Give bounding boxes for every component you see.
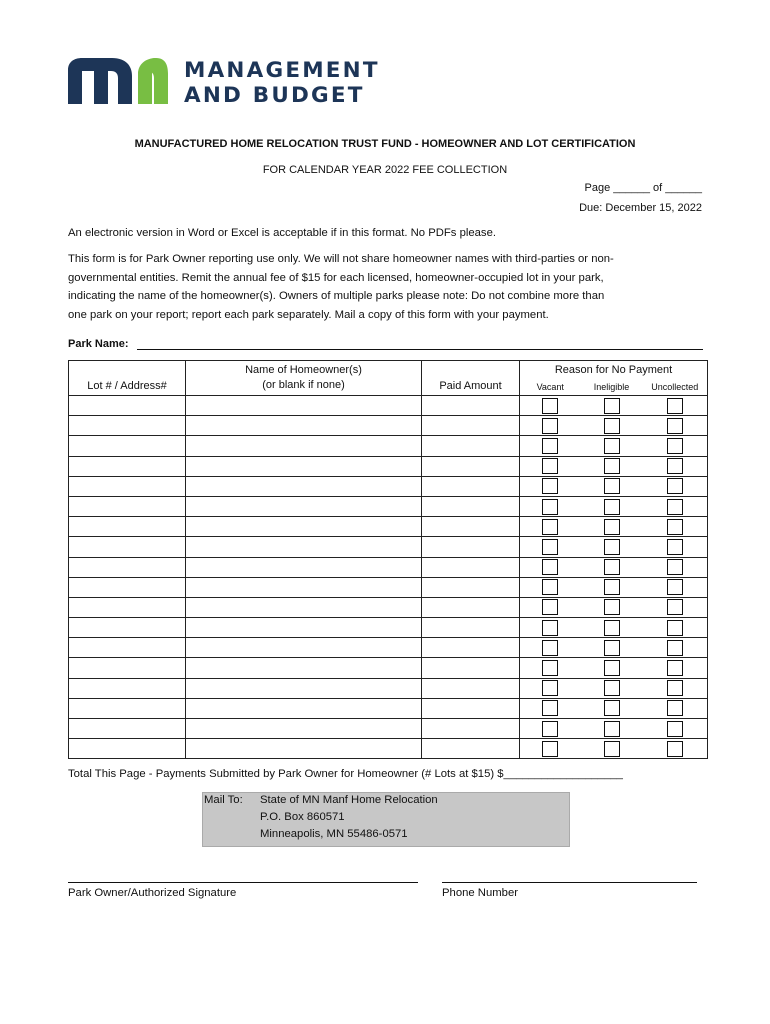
reason-cell [520, 577, 581, 597]
homeowner-name-cell[interactable] [186, 476, 422, 496]
paid-amount-cell[interactable] [422, 658, 520, 678]
logo-wordmark [184, 58, 380, 108]
table-row [69, 416, 708, 436]
lot-address-cell[interactable] [69, 577, 186, 597]
ineligible-checkbox[interactable] [604, 700, 620, 716]
paid-amount-cell[interactable] [422, 719, 520, 739]
col-header-lot: Lot # / Address# [69, 361, 186, 396]
lot-address-cell[interactable] [69, 557, 186, 577]
ineligible-checkbox[interactable] [604, 660, 620, 676]
paid-amount-cell[interactable] [422, 537, 520, 557]
homeowner-name-cell[interactable] [186, 496, 422, 516]
uncollected-checkbox[interactable] [667, 478, 683, 494]
mail-address-line-1: State of MN Manf Home Relocation [260, 794, 438, 806]
paid-amount-cell[interactable] [422, 416, 520, 436]
ineligible-checkbox[interactable] [604, 458, 620, 474]
vacant-checkbox[interactable] [542, 721, 558, 737]
homeowner-name-cell[interactable] [186, 416, 422, 436]
table-row [69, 557, 708, 577]
reason-cell [581, 496, 643, 516]
reason-cell [643, 517, 708, 537]
lot-address-cell[interactable] [69, 416, 186, 436]
reason-cell [520, 739, 581, 759]
table-row [69, 698, 708, 718]
col-header-uncollected: Uncollected [643, 379, 708, 396]
uncollected-checkbox[interactable] [667, 499, 683, 515]
signature-label: Park Owner/Authorized Signature [68, 887, 237, 899]
uncollected-checkbox[interactable] [667, 519, 683, 535]
lot-address-cell[interactable] [69, 719, 186, 739]
uncollected-checkbox[interactable] [667, 640, 683, 656]
paid-amount-cell[interactable] [422, 597, 520, 617]
lot-certification-table [68, 360, 708, 759]
lot-address-cell[interactable] [69, 456, 186, 476]
instructions-line: This form is for Park Owner reporting use only. We will not share homeowner names with third-parties or non- [68, 253, 614, 265]
reason-cell [581, 416, 643, 436]
vacant-checkbox[interactable] [542, 438, 558, 454]
reason-cell [520, 597, 581, 617]
ineligible-checkbox[interactable] [604, 418, 620, 434]
reason-cell [520, 638, 581, 658]
lot-address-cell[interactable] [69, 517, 186, 537]
ineligible-checkbox[interactable] [604, 398, 620, 414]
reason-cell [581, 456, 643, 476]
table-row [69, 517, 708, 537]
paid-amount-cell[interactable] [422, 638, 520, 658]
ineligible-checkbox[interactable] [604, 519, 620, 535]
reason-cell [643, 678, 708, 698]
table-row [69, 678, 708, 698]
homeowner-name-cell[interactable] [186, 698, 422, 718]
vacant-checkbox[interactable] [542, 559, 558, 575]
reason-cell [643, 618, 708, 638]
table-row [69, 577, 708, 597]
logo-line-1: MANAGEMENT [184, 58, 380, 83]
instructions-line: one park on your report; report each park separately. Mail a copy of this form with your payment. [68, 308, 549, 321]
reason-cell [581, 436, 643, 456]
reason-cell [581, 537, 643, 557]
vacant-checkbox[interactable] [542, 700, 558, 716]
paid-amount-cell[interactable] [422, 698, 520, 718]
homeowner-name-cell[interactable] [186, 638, 422, 658]
uncollected-checkbox[interactable] [667, 418, 683, 434]
col-header-vacant: Vacant [520, 379, 581, 396]
reason-cell [643, 739, 708, 759]
col-header-reason: Reason for No Payment [520, 361, 708, 379]
phone-number-field[interactable] [442, 882, 697, 883]
ineligible-checkbox[interactable] [604, 559, 620, 575]
vacant-checkbox[interactable] [542, 418, 558, 434]
uncollected-checkbox[interactable] [667, 398, 683, 414]
lot-address-cell[interactable] [69, 476, 186, 496]
homeowner-name-cell[interactable] [186, 658, 422, 678]
reason-cell [581, 517, 643, 537]
homeowner-name-cell[interactable] [186, 719, 422, 739]
vacant-checkbox[interactable] [542, 458, 558, 474]
homeowner-name-cell[interactable] [186, 577, 422, 597]
uncollected-checkbox[interactable] [667, 741, 683, 757]
homeowner-name-cell[interactable] [186, 678, 422, 698]
reason-cell [581, 557, 643, 577]
reason-cell [643, 416, 708, 436]
reason-cell [520, 658, 581, 678]
vacant-checkbox[interactable] [542, 640, 558, 656]
uncollected-checkbox[interactable] [667, 579, 683, 595]
reason-cell [581, 476, 643, 496]
uncollected-checkbox[interactable] [667, 458, 683, 474]
table-row [69, 719, 708, 739]
homeowner-name-cell[interactable] [186, 618, 422, 638]
paid-amount-cell[interactable] [422, 517, 520, 537]
lot-address-cell[interactable] [69, 698, 186, 718]
reason-cell [643, 638, 708, 658]
reason-cell [581, 698, 643, 718]
due-date: Due: December 15, 2022 [579, 202, 702, 214]
paid-amount-cell[interactable] [422, 577, 520, 597]
table-row [69, 496, 708, 516]
ineligible-checkbox[interactable] [604, 438, 620, 454]
park-name-label: Park Name: [68, 338, 129, 350]
uncollected-checkbox[interactable] [667, 660, 683, 676]
lot-address-cell[interactable] [69, 436, 186, 456]
reason-cell [520, 436, 581, 456]
reason-cell [643, 557, 708, 577]
homeowner-name-cell[interactable] [186, 456, 422, 476]
ineligible-checkbox[interactable] [604, 539, 620, 555]
reason-cell [581, 396, 643, 416]
paid-amount-cell[interactable] [422, 456, 520, 476]
form-title: MANUFACTURED HOME RELOCATION TRUST FUND - HOMEOWNER AND LOT CERTIFICATION [134, 138, 636, 150]
col-header-homeowner [186, 361, 422, 396]
ineligible-checkbox[interactable] [604, 579, 620, 595]
vacant-checkbox[interactable] [542, 620, 558, 636]
reason-cell [520, 557, 581, 577]
paid-amount-cell[interactable] [422, 557, 520, 577]
homeowner-name-cell[interactable] [186, 396, 422, 416]
phone-number-label: Phone Number [442, 887, 518, 899]
uncollected-checkbox[interactable] [667, 599, 683, 615]
homeowner-name-cell[interactable] [186, 739, 422, 759]
ineligible-checkbox[interactable] [604, 680, 620, 696]
paid-amount-cell[interactable] [422, 476, 520, 496]
total-this-page[interactable]: Total This Page - Payments Submitted by Park Owner for Homeowner (# Lots at $15) $___________________ [68, 768, 623, 780]
instructions-paragraph [68, 250, 703, 324]
ineligible-checkbox[interactable] [604, 640, 620, 656]
format-note: An electronic version in Word or Excel is acceptable if in this format. No PDFs please. [68, 227, 496, 239]
reason-cell [643, 496, 708, 516]
table-row [69, 537, 708, 557]
vacant-checkbox[interactable] [542, 398, 558, 414]
reason-cell [520, 719, 581, 739]
col-header-homeowner-line2: (or blank if none) [262, 379, 345, 391]
paid-amount-cell[interactable] [422, 678, 520, 698]
paid-amount-cell[interactable] [422, 396, 520, 416]
reason-cell [581, 719, 643, 739]
mail-address-line-3: Minneapolis, MN 55486-0571 [260, 828, 408, 840]
reason-cell [643, 698, 708, 718]
ineligible-checkbox[interactable] [604, 478, 620, 494]
reason-cell [643, 396, 708, 416]
paid-amount-cell[interactable] [422, 618, 520, 638]
lot-address-cell[interactable] [69, 739, 186, 759]
reason-cell [643, 537, 708, 557]
table-row [69, 618, 708, 638]
reason-cell [581, 658, 643, 678]
lot-address-cell[interactable] [69, 678, 186, 698]
reason-cell [643, 658, 708, 678]
paid-amount-cell[interactable] [422, 496, 520, 516]
reason-cell [520, 456, 581, 476]
col-header-homeowner-line1: Name of Homeowner(s) [245, 364, 362, 376]
lot-address-cell[interactable] [69, 618, 186, 638]
form-subtitle: FOR CALENDAR YEAR 2022 FEE COLLECTION [262, 164, 508, 176]
homeowner-name-cell[interactable] [186, 537, 422, 557]
homeowner-name-cell[interactable] [186, 517, 422, 537]
reason-cell [643, 577, 708, 597]
page-number-field[interactable]: Page ______ of ______ [584, 182, 702, 194]
table-row [69, 436, 708, 456]
park-name-field[interactable] [137, 349, 703, 350]
vacant-checkbox[interactable] [542, 680, 558, 696]
homeowner-name-cell[interactable] [186, 436, 422, 456]
reason-cell [581, 577, 643, 597]
vacant-checkbox[interactable] [542, 579, 558, 595]
table-row [69, 396, 708, 416]
vacant-checkbox[interactable] [542, 478, 558, 494]
homeowner-name-cell[interactable] [186, 597, 422, 617]
lot-address-cell[interactable] [69, 537, 186, 557]
lot-address-cell[interactable] [69, 638, 186, 658]
vacant-checkbox[interactable] [542, 660, 558, 676]
vacant-checkbox[interactable] [542, 519, 558, 535]
uncollected-checkbox[interactable] [667, 721, 683, 737]
mail-address-line-2: P.O. Box 860571 [260, 811, 345, 823]
mail-to-label: Mail To: [204, 794, 243, 806]
reason-cell [520, 618, 581, 638]
vacant-checkbox[interactable] [542, 599, 558, 615]
lot-address-cell[interactable] [69, 597, 186, 617]
reason-cell [520, 496, 581, 516]
table-row [69, 638, 708, 658]
reason-cell [520, 476, 581, 496]
reason-cell [581, 618, 643, 638]
ineligible-checkbox[interactable] [604, 741, 620, 757]
vacant-checkbox[interactable] [542, 741, 558, 757]
reason-cell [643, 597, 708, 617]
ineligible-checkbox[interactable] [604, 620, 620, 636]
vacant-checkbox[interactable] [542, 499, 558, 515]
reason-cell [643, 436, 708, 456]
lot-address-cell[interactable] [69, 658, 186, 678]
reason-cell [581, 597, 643, 617]
homeowner-name-cell[interactable] [186, 557, 422, 577]
lot-address-cell[interactable] [69, 396, 186, 416]
table-row [69, 476, 708, 496]
paid-amount-cell[interactable] [422, 436, 520, 456]
reason-cell [520, 416, 581, 436]
uncollected-checkbox[interactable] [667, 700, 683, 716]
reason-cell [520, 537, 581, 557]
uncollected-checkbox[interactable] [667, 620, 683, 636]
table-body [69, 396, 708, 759]
uncollected-checkbox[interactable] [667, 559, 683, 575]
table-row [69, 739, 708, 759]
uncollected-checkbox[interactable] [667, 539, 683, 555]
signature-field[interactable] [68, 882, 418, 883]
lot-address-cell[interactable] [69, 496, 186, 516]
table-row [69, 597, 708, 617]
reason-cell [581, 739, 643, 759]
logo-line-2: AND BUDGET [184, 83, 365, 108]
table-row [69, 658, 708, 678]
reason-cell [520, 678, 581, 698]
col-header-paid: Paid Amount [422, 361, 520, 396]
ineligible-checkbox[interactable] [604, 599, 620, 615]
reason-cell [581, 678, 643, 698]
table-row [69, 456, 708, 476]
uncollected-checkbox[interactable] [667, 438, 683, 454]
reason-cell [520, 396, 581, 416]
instructions-line: governmental entities. Remit the annual fee of $15 for each licensed, homeowner-occupied lot in your park, [68, 271, 604, 284]
reason-cell [643, 476, 708, 496]
instructions-line: indicating the name of the homeowner(s). Owners of multiple parks please note: Do not combine more than [68, 290, 605, 302]
reason-cell [520, 517, 581, 537]
reason-cell [520, 698, 581, 718]
reason-cell [643, 719, 708, 739]
ineligible-checkbox[interactable] [604, 721, 620, 737]
reason-cell [643, 456, 708, 476]
vacant-checkbox[interactable] [542, 539, 558, 555]
paid-amount-cell[interactable] [422, 739, 520, 759]
reason-cell [581, 638, 643, 658]
col-header-ineligible: Ineligible [581, 379, 643, 396]
uncollected-checkbox[interactable] [667, 680, 683, 696]
ineligible-checkbox[interactable] [604, 499, 620, 515]
